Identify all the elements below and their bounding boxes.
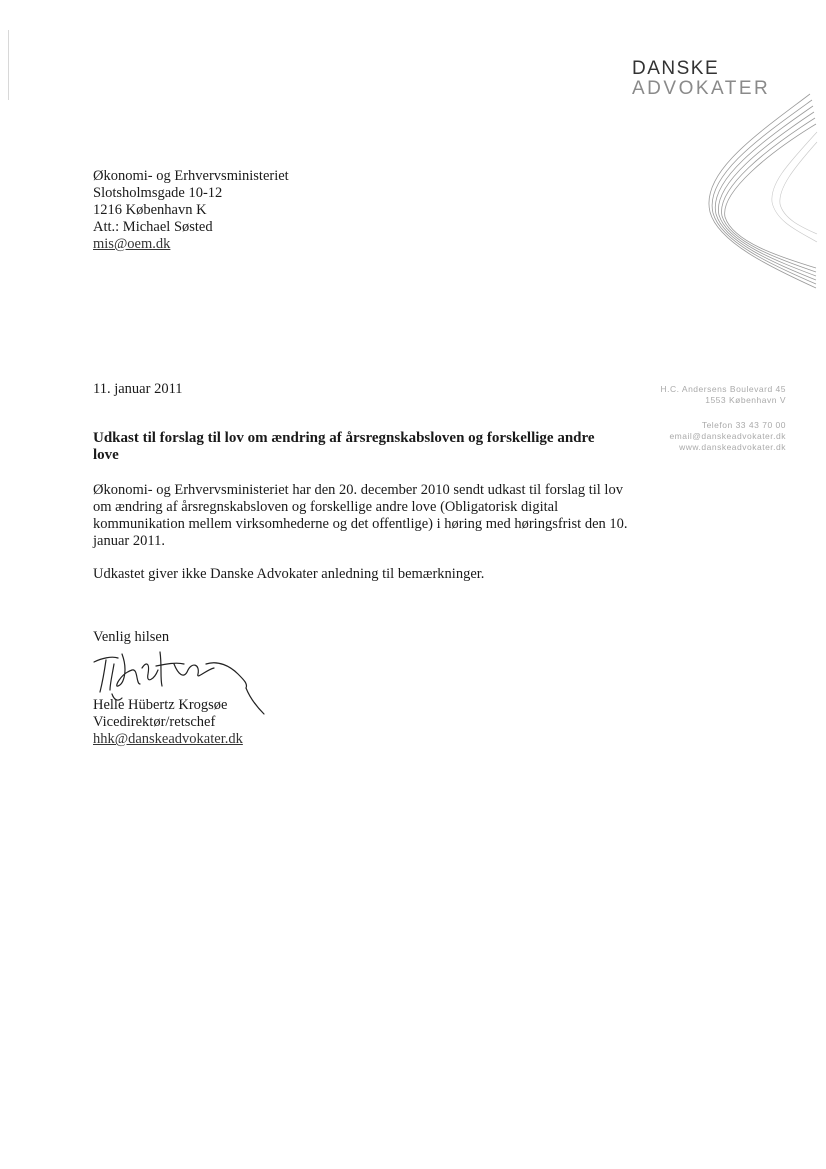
signer-title: Vicedirektør/retschef [93, 714, 216, 730]
recipient-street: Slotsholmsgade 10-12 [93, 185, 223, 201]
logo-danske: DANSKE [632, 58, 720, 79]
letter-subject: Udkast til forslag til lov om ændring af årsregnskabsloven og forskellige andre love [93, 430, 595, 463]
letter-date: 11. januar 2011 [93, 381, 183, 397]
body-paragraph-2: Udkastet giver ikke Danske Advokater anledning til bemærkninger. [93, 566, 485, 582]
logo-swoosh-graphic [700, 92, 818, 292]
recipient-address [93, 168, 289, 253]
sender-phone: Telefon 33 43 70 00 [701, 420, 786, 430]
signer-email-link[interactable]: hhk@danskeadvokater.dk [93, 731, 243, 747]
logo-advokater: ADVOKATER [632, 78, 771, 99]
recipient-email-link[interactable]: mis@oem.dk [93, 236, 171, 252]
sender-address: H.C. Andersens Boulevard 45 [660, 384, 786, 394]
recipient-attention: Att.: Michael Søsted [93, 219, 213, 235]
sender-email: email@danskeadvokater.dk [669, 431, 786, 441]
scan-edge-artifact [8, 30, 9, 100]
sender-web: www.danskeadvokater.dk [679, 442, 786, 452]
recipient-city: 1216 København K [93, 202, 207, 218]
sender-contact-block [661, 384, 786, 453]
sender-city: 1553 København V [705, 395, 786, 405]
signer-block [93, 697, 243, 748]
body-paragraph-1: Økonomi- og Erhvervsministeriet har den 20. december 2010 sendt udkast til forslag til lov om ændring af årsregnskabsloven og forskellige andre love (Obligatorisk digital kommunikation mellem virksomhederne og det offentlige) i høring med høringsfrist den 10. januar 2011. [93, 482, 628, 549]
recipient-organisation: Økonomi- og Erhvervsministeriet [93, 168, 289, 184]
closing-greeting: Venlig hilsen [93, 629, 170, 645]
signer-name: Helle Hübertz Krogsøe [93, 697, 228, 713]
